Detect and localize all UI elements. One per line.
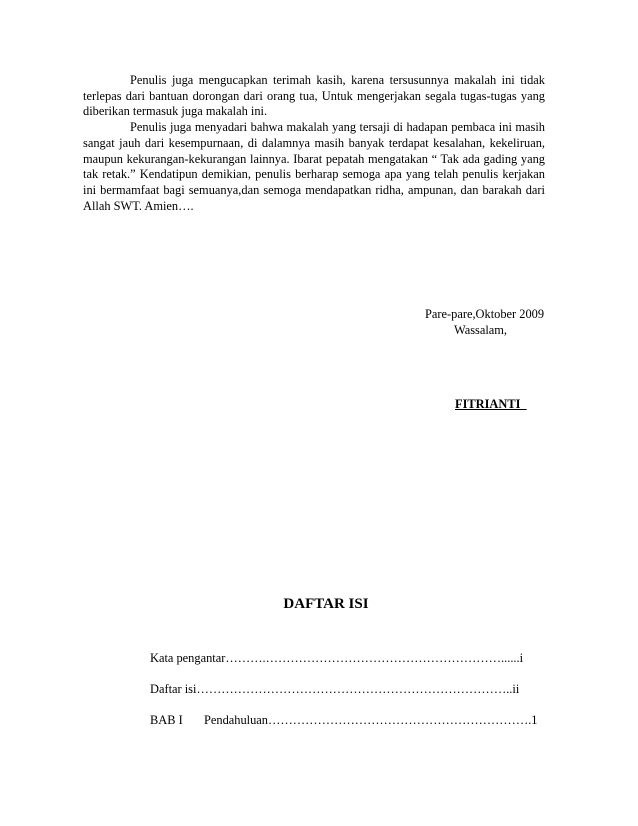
table-of-contents bbox=[150, 649, 542, 742]
signature-name: FITRIANTI bbox=[455, 397, 527, 411]
toc-title: DAFTAR ISI bbox=[283, 596, 369, 612]
toc-entry bbox=[150, 711, 542, 742]
toc-entry-text: Kata pengantar……….…………………………………………………......i bbox=[150, 651, 524, 665]
toc-entry-text: Daftar isi…………………………………………………………………..ii bbox=[150, 682, 520, 696]
signature-place-date: Pare-pare,Oktober 2009 bbox=[425, 307, 545, 321]
preface-paragraph-1: Penulis juga mengucapkan terimah kasih, karena tersusunnya makalah ini tidak terlepas dari bantuan dorongan dari orang tua, Untuk mengerjakan segala tugas-tugas yang diberikan termasuk juga makalah ini. bbox=[83, 73, 545, 119]
toc-entry-number: BAB I bbox=[150, 713, 183, 727]
signature-greeting: Wassalam, bbox=[454, 323, 508, 337]
preface-paragraph-2: Penulis juga menyadari bahwa makalah yang tersaji di hadapan pembaca ini masih sangat jauh dari kesempurnaan, di dalamnya masih banyak terdapat kesalahan, kekeliruan, maupun kekurangan-kekurangan lainnya. Ibarat pepatah mengatakan “ Tak ada gading yang tak retak.” Kendatipun demikian, penulis berharap semoga apa yang telah penulis kerjakan ini bermamfaat bagi semuanya,dan semoga mendapatkan ridha, ampunan, dan barakah dari Allah SWT. Amien…. bbox=[83, 120, 545, 213]
toc-entry bbox=[150, 649, 542, 680]
toc-entry bbox=[150, 680, 542, 711]
preface-text bbox=[83, 73, 545, 214]
toc-entry-text: Pendahuluan……………………………………………………….1 bbox=[204, 713, 538, 727]
